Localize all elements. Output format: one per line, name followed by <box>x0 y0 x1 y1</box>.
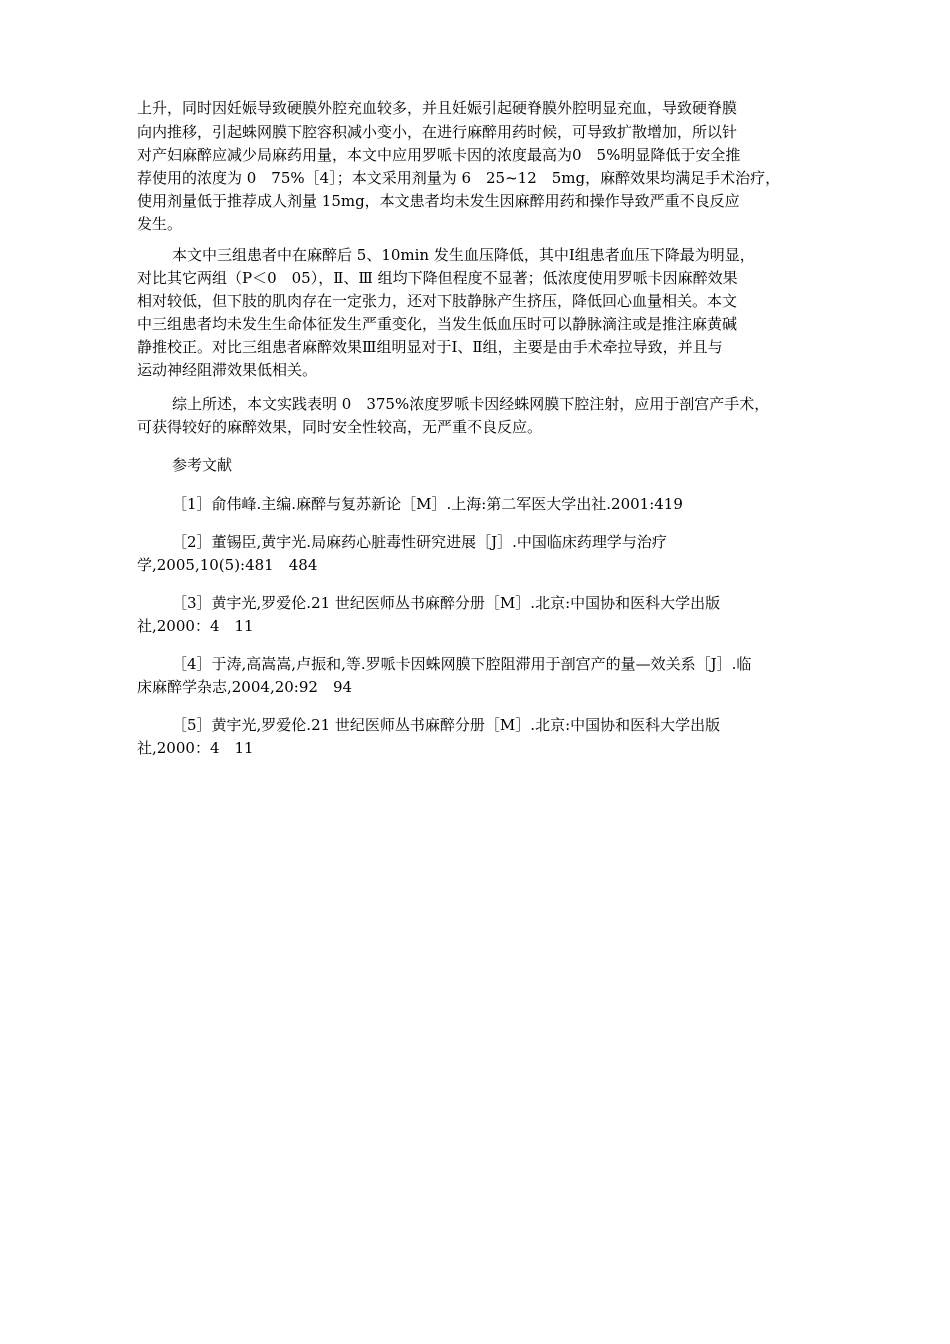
reference-5-line-1: ［5］黄宇光,罗爱伦.21 世纪医师丛书麻醉分册［M］.北京:中国协和医科大学出版 <box>172 716 721 734</box>
paragraph-1-line-5: 使用剂量低于推荐成人剂量 15mg，本文患者均未发生因麻醉用药和操作导致严重不良反应 <box>137 192 740 210</box>
references-heading: 参考文献 <box>172 456 233 474</box>
paragraph-1-line-6: 发生。 <box>137 215 183 233</box>
paragraph-2-line-4: 中三组患者均未发生生命体征发生严重变化，当发生低血压时可以静脉滴注或是推注麻黄碱 <box>137 315 738 333</box>
paragraph-2-line-5: 静推校正。对比三组患者麻醉效果Ⅲ组明显对于Ⅰ、Ⅱ组，主要是由手术牵拉导致，并且与 <box>137 338 723 356</box>
paragraph-2-line-6: 运动神经阻滞效果低相关。 <box>137 361 318 379</box>
reference-3-line-2: 社,2000：4 11 <box>137 617 254 635</box>
paragraph-2-line-2: 对比其它两组（P＜0 05），Ⅱ、Ⅲ 组均下降但程度不显著；低浓度使用罗哌卡因麻醉效果 <box>137 269 738 287</box>
paragraph-1-line-1: 上升，同时因妊娠导致硬膜外腔充血较多，并且妊娠引起硬脊膜外腔明显充血，导致硬脊膜 <box>137 99 738 117</box>
paragraph-2-line-3: 相对较低，但下肢的肌肉存在一定张力，还对下肢静脉产生挤压，降低回心血量相关。本文 <box>137 292 738 310</box>
paragraph-1-line-4: 荐使用的浓度为 0 75%［4］；本文采用剂量为 6 25~12 5mg，麻醉效果均满足手术治疗， <box>137 169 781 187</box>
reference-2-line-1: ［2］董锡臣,黄宇光.局麻药心脏毒性研究进展［J］.中国临床药理学与治疗 <box>172 533 667 551</box>
paragraph-1-line-2: 向内推移，引起蛛网膜下腔容积减小变小，在进行麻醉用药时候，可导致扩散增加，所以针 <box>137 123 738 141</box>
reference-4-line-2: 床麻醉学杂志,2004,20:92 94 <box>137 678 353 696</box>
reference-2-line-2: 学,2005,10(5):481 484 <box>137 556 318 574</box>
paragraph-1-line-3: 对产妇麻醉应减少局麻药用量，本文中应用罗哌卡因的浓度最高为0 5%明显降低于安全推 <box>137 146 741 164</box>
reference-4-line-1: ［4］于涛,高嵩嵩,卢振和,等.罗哌卡因蛛网膜下腔阻滞用于剖宫产的量—效关系［J］.临 <box>172 655 752 673</box>
paragraph-2-line-1: 本文中三组患者中在麻醉后 5、10min 发生血压降低，其中Ⅰ组患者血压下降最为明显， <box>172 246 755 264</box>
reference-1-line-1: ［1］俞伟峰.主编.麻醉与复苏新论［M］.上海:第二军医大学出社.2001:419 <box>172 495 683 513</box>
reference-3-line-1: ［3］黄宇光,罗爱伦.21 世纪医师丛书麻醉分册［M］.北京:中国协和医科大学出版 <box>172 594 721 612</box>
paragraph-3-line-2: 可获得较好的麻醉效果，同时安全性较高，无严重不良反应。 <box>137 418 543 436</box>
reference-5-line-2: 社,2000：4 11 <box>137 739 254 757</box>
paragraph-3-line-1: 综上所述，本文实践表明 0 375%浓度罗哌卡因经蛛网膜下腔注射，应用于剖宫产手术， <box>172 395 770 413</box>
